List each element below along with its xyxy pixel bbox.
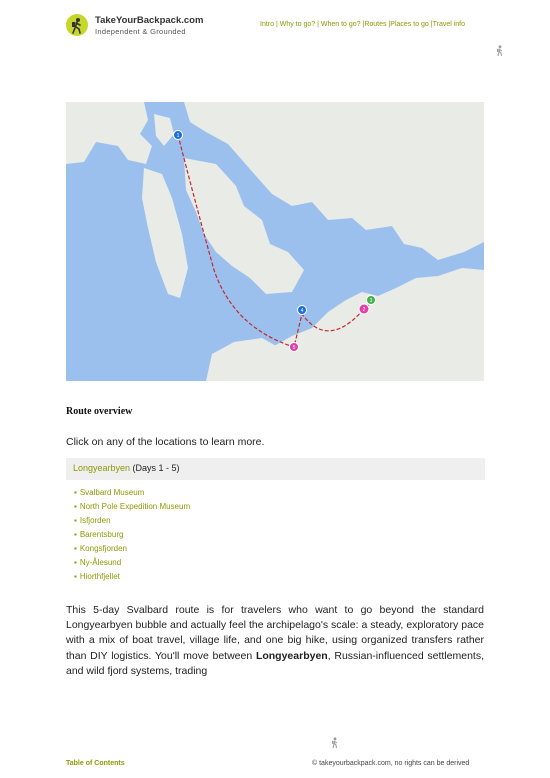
copyright-text: © takeyourbackpack.com, no rights can be derived	[312, 760, 470, 767]
map-marker-1[interactable]	[174, 131, 183, 140]
route-days: (Days 1 - 5)	[130, 463, 180, 473]
table-of-contents-link[interactable]: Table of Contents	[66, 760, 125, 767]
route-map[interactable]	[66, 102, 484, 381]
paragraph-end: , Russian-influenced settlements, and wild fjord systems, trading	[66, 649, 484, 677]
hiker-icon	[495, 45, 505, 57]
route-town-link[interactable]: Longyearbyen	[73, 463, 131, 473]
map-marker-1-label: 1	[176, 133, 180, 139]
nav-when-to-go[interactable]: When to go?	[320, 21, 361, 28]
bullet-icon: ▪	[74, 502, 77, 511]
site-name[interactable]: TakeYourBackpack.com	[95, 15, 204, 26]
stop-link[interactable]: Ny-Ålesund	[79, 558, 122, 567]
list-item[interactable]	[74, 514, 190, 528]
stop-link[interactable]: Isfjorden	[79, 516, 111, 525]
top-navigation: Intro | Why to go? | When to go? |Routes |Places to go |Travel info	[260, 21, 466, 28]
bullet-icon: ▪	[74, 544, 77, 553]
bullet-icon: ▪	[74, 530, 77, 539]
bullet-icon: ▪	[74, 572, 77, 581]
site-tagline: Independent & Grounded	[95, 27, 186, 36]
map-marker-2-label: 2	[362, 307, 366, 313]
map-marker-5[interactable]	[290, 343, 299, 352]
map-marker-4-label: 4	[300, 308, 304, 314]
map-marker-3[interactable]	[367, 296, 376, 305]
bullet-icon: ▪	[74, 488, 77, 497]
nav-places-to-go[interactable]: Places to go	[390, 21, 429, 28]
list-item[interactable]	[74, 500, 190, 514]
nav-travel-info[interactable]: Travel info	[432, 21, 466, 28]
list-item[interactable]	[74, 542, 190, 556]
nav-why-to-go[interactable]: Why to go?	[279, 21, 316, 28]
route-day-label	[73, 463, 180, 473]
paragraph-bold-town: Longyearbyen	[255, 649, 328, 662]
map-marker-3-label: 3	[369, 298, 373, 304]
nav-routes[interactable]: Routes	[364, 21, 387, 28]
bullet-icon: ▪	[74, 558, 77, 567]
hiker-icon	[330, 737, 340, 749]
map-marker-4[interactable]	[298, 306, 307, 315]
list-item[interactable]	[74, 556, 190, 570]
intro-text: Click on any of the locations to learn more.	[66, 436, 265, 448]
bullet-icon: ▪	[74, 516, 77, 525]
map-canvas[interactable]	[66, 102, 484, 381]
page-header	[0, 0, 550, 60]
stop-link[interactable]: Svalbard Museum	[79, 488, 145, 497]
stop-link[interactable]: Barentsburg	[79, 530, 124, 539]
list-item[interactable]	[74, 486, 190, 500]
body-paragraph	[66, 603, 484, 679]
stop-link[interactable]: Kongsfjorden	[79, 544, 127, 553]
stops-list	[74, 486, 190, 584]
stop-link[interactable]: Hiorthfjellet	[79, 572, 120, 581]
map-marker-2[interactable]	[359, 304, 369, 314]
map-marker-5-label: 5	[292, 345, 296, 351]
list-item[interactable]	[74, 528, 190, 542]
stop-link[interactable]: North Pole Expedition Museum	[79, 502, 191, 511]
list-item[interactable]	[74, 570, 190, 584]
route-day-box[interactable]	[66, 458, 485, 480]
route-overview-heading: Route overview	[66, 406, 133, 417]
logo-icon	[66, 14, 88, 36]
nav-intro[interactable]: Intro	[260, 21, 275, 28]
paragraph-start: This 5-day Svalbard route is for travelers who want to go beyond the standard Longyearbyen bubble and actually feel the archipelago's scale: a steady, exploratory pace with a mix of boat travel, village life, and one big hike, using organized transfers rather than DIY logistics. You'll move between	[66, 604, 484, 662]
